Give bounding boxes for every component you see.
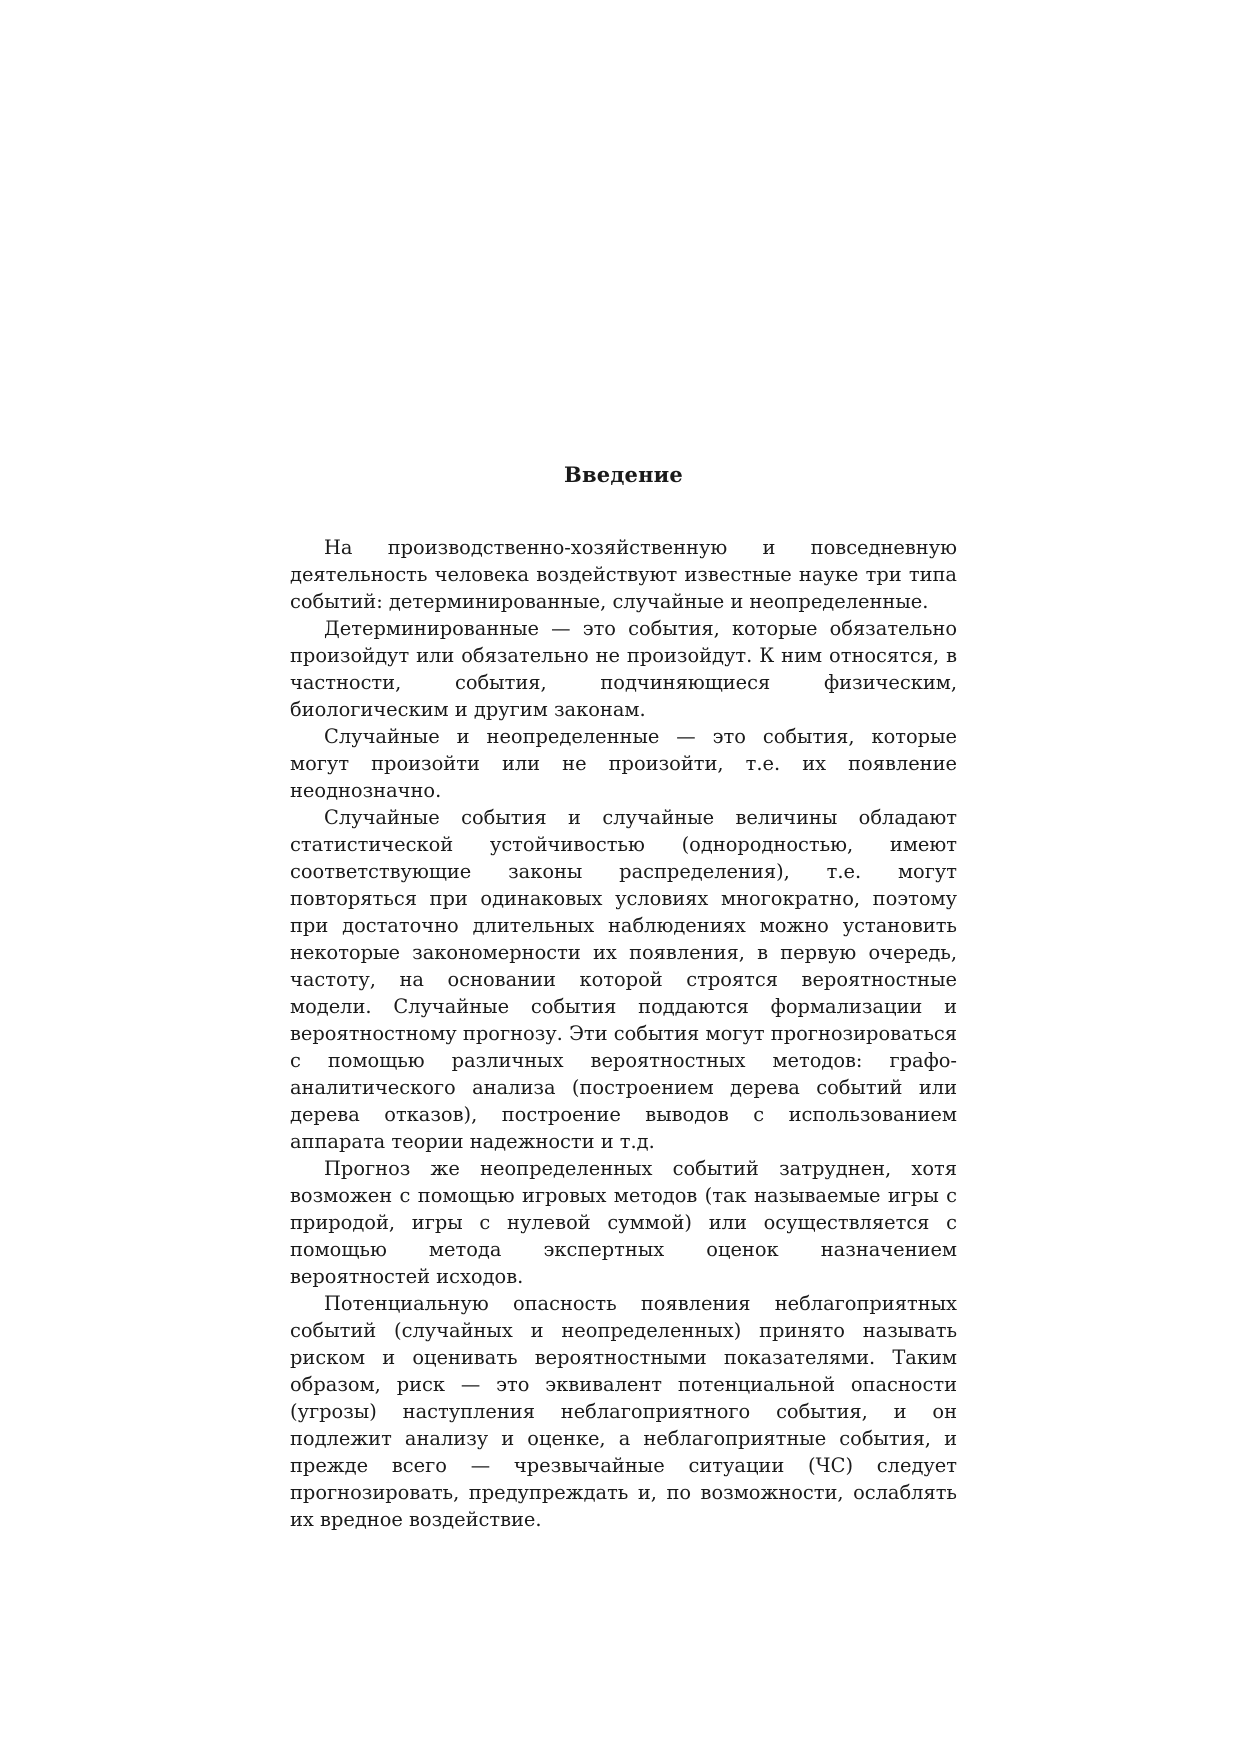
paragraph-5: Прогноз же неопределенных событий затруднен, хотя возможен с помощью игровых методов (так называемые игры с природой, игры с нулевой суммой) или осуществляется с помощью метода экспертных оценок назначением вероятностей исходов. — [290, 1157, 957, 1288]
paragraph-6: Потенциальную опасность появления неблагоприятных событий (случайных и неопределенных) принято называть риском и оценивать вероятностными показателями. Таким образом, риск — это эквивалент потенциальной опасности (угрозы) наступления неблагоприятного события, и он подлежит анализу и оценке, а неблагоприятные события, и прежде всего — чрезвычайные ситуации (ЧС) следует прогнозировать, предупреждать и, по возможности, ослаблять их вредное воздействие. — [290, 1292, 957, 1531]
text-block — [290, 460, 957, 1533]
paragraph-1: На производственно-хозяйственную и повседневную деятельность человека воздействуют известные науке три типа событий: детерминированные, случайные и неопределенные. — [290, 536, 957, 613]
paragraph-4: Случайные события и случайные величины обладают статистической устойчивостью (однородностью, имеют соответствующие законы распределения), т.е. могут повторяться при одинаковых условиях многократно, поэтому при достаточно длительных наблюдениях можно установить некоторые закономерности их появления, в первую очередь, частоту, на основании которой строятся вероятностные модели. Случайные события поддаются формализации и вероятностному прогнозу. Эти события могут прогнозироваться с помощью различных вероятностных методов: графо-аналитического анализа (построением дерева событий или дерева отказов), построение выводов с использованием аппарата теории надежности и т.д. — [290, 806, 957, 1153]
paragraph-2: Детерминированные — это события, которые обязательно произойдут или обязательно не произойдут. К ним относятся, в частности, события, подчиняющиеся физическим, биологическим и другим законам. — [290, 617, 957, 721]
paragraph-3: Случайные и неопределенные — это события, которые могут произойти или не произойти, т.е. их появление неоднозначно. — [290, 725, 957, 802]
page-title: Введение — [564, 462, 683, 487]
